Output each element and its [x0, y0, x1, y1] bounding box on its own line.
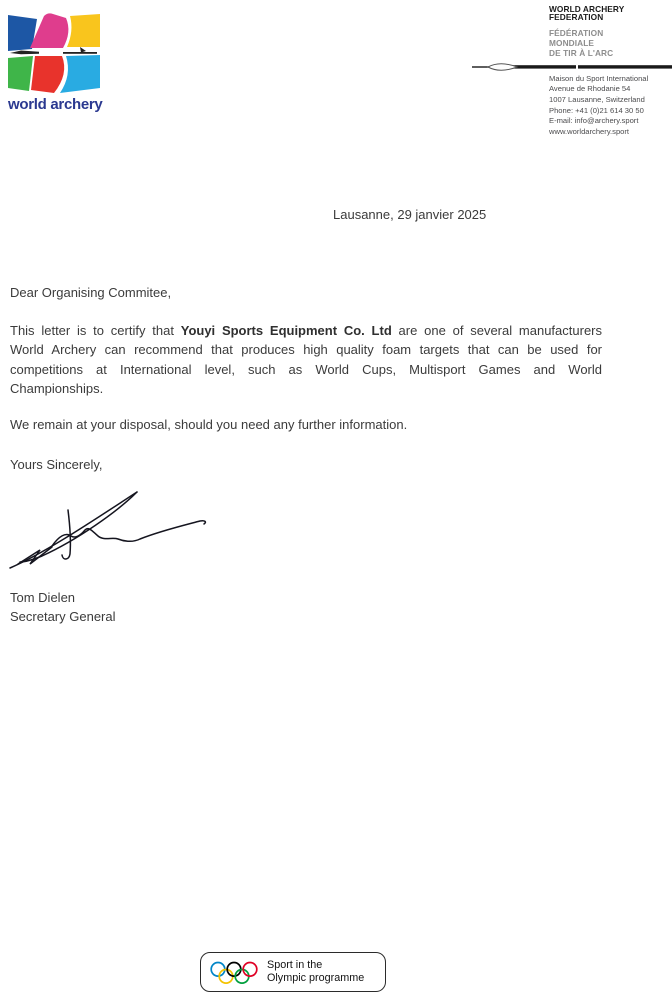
signoff: Yours Sincerely,	[10, 457, 103, 472]
body-line: Championships.	[10, 380, 104, 396]
org-name-en	[549, 6, 669, 22]
signer-name: Tom Dielen	[10, 590, 76, 605]
body-line: competitions at International level, such as World Cups, Multisport Games and World	[10, 361, 602, 377]
address-block	[549, 74, 669, 138]
letterhead-block	[549, 6, 669, 137]
dateline: Lausanne, 29 janvier 2025	[333, 207, 487, 222]
body-text: are one of several manufacturers	[391, 323, 602, 338]
badge-text-line: Sport in the	[267, 959, 323, 971]
address-line: Maison du Sport International	[549, 73, 649, 83]
signature-icon	[2, 484, 214, 572]
world-archery-logo	[8, 12, 103, 113]
org-name-en-line: FEDERATION	[549, 11, 604, 22]
address-line: E-mail: info@archery.sport	[549, 116, 639, 126]
body-paragraph	[10, 321, 602, 398]
org-name-fr	[549, 28, 669, 58]
address-line: 1007 Lausanne, Switzerland	[549, 95, 645, 104]
olympic-badge	[200, 952, 386, 992]
address-line: Avenue de Rhodanie 54	[549, 84, 631, 94]
olympic-rings-icon	[210, 961, 258, 984]
salutation: Dear Organising Commitee,	[10, 285, 172, 300]
org-name-fr-line: FÉDÉRATION	[549, 27, 604, 38]
address-line: Phone: +41 (0)21 614 30 50	[549, 105, 644, 115]
org-name-fr-line: DE TIR À L'ARC	[549, 47, 614, 58]
org-name-en-line: WORLD ARCHERY	[549, 4, 625, 14]
body-line	[10, 321, 602, 340]
closing-line: We remain at your disposal, should you need any further information.	[10, 417, 408, 432]
badge-text-line: Olympic programme	[267, 972, 365, 984]
org-name-fr-line: MONDIALE	[549, 37, 595, 48]
address-line: www.worldarchery.sport	[549, 126, 630, 136]
world-archery-logo-icon	[8, 12, 100, 94]
signer-title: Secretary General	[10, 609, 116, 624]
company-name: Youyi Sports Equipment Co. Ltd	[180, 323, 392, 338]
body-line: World Archery can recommend that produces high quality foam targets that can be used for	[10, 342, 602, 358]
logo-wordmark: world archery	[8, 96, 103, 113]
body-text: This letter is to certify that	[10, 323, 181, 338]
badge-text	[267, 959, 364, 985]
